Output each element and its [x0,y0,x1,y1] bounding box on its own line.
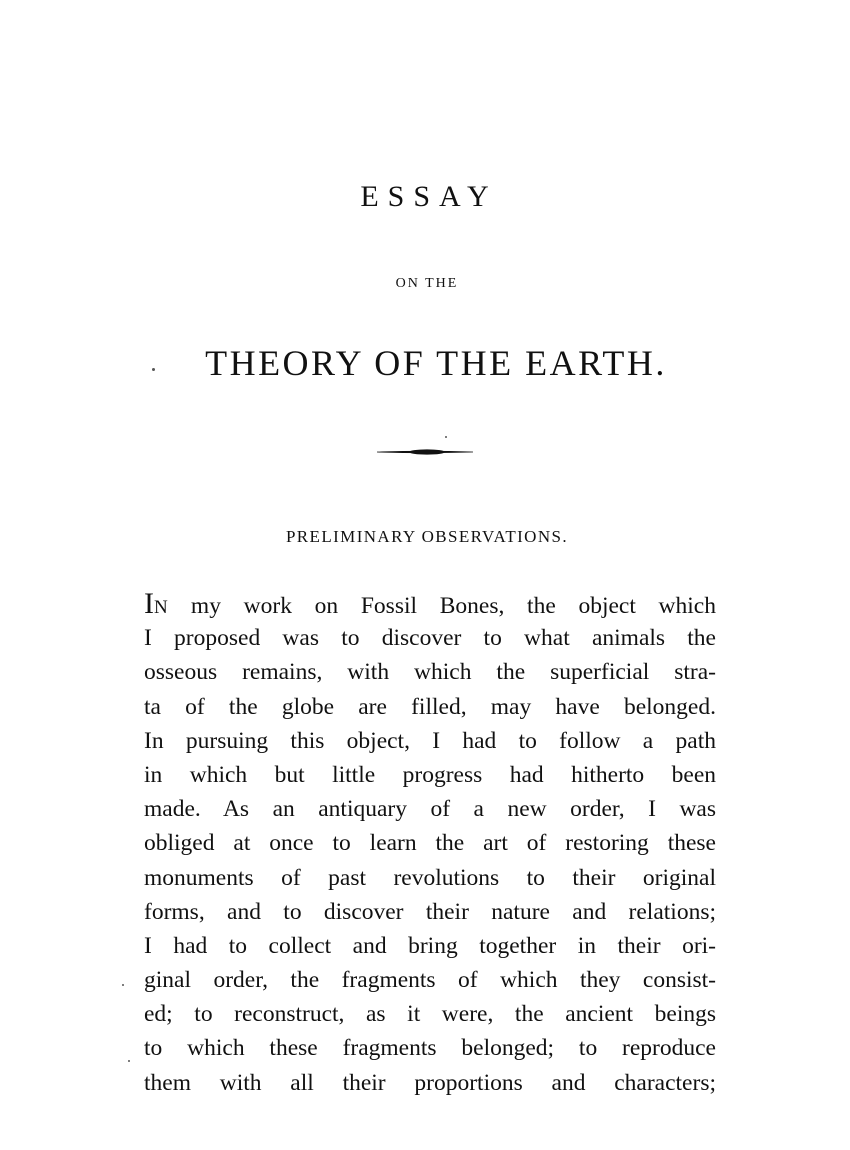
heading-on-the: ON THE [395,276,459,291]
text-line: obliged at once to learn the art of restoring these [144,830,716,857]
print-speck [122,984,124,986]
text-line: osseous remains, with which the superficial stra- [144,659,716,686]
text-line: monuments of past revolutions to their original [144,864,716,891]
text-line: in which but little progress had hitherto been [144,761,716,788]
heading-theory-of-the-earth: THEORY OF THE EARTH. [205,343,667,383]
text-line: to which these fragments belonged; to reproduce [144,1035,716,1062]
section-title-preliminary-observations: PRELIMINARY OBSERVATIONS. [285,527,569,546]
print-speck [128,1060,130,1062]
small-cap: N [154,597,169,618]
text-line: I had to collect and bring together in their ori- [144,932,716,959]
ornament-rule-icon [375,446,475,458]
text-line: them with all their proportions and characters; [144,1069,716,1096]
heading-essay: ESSAY [360,180,498,213]
text-line: ginal order, the fragments of which they consist- [144,967,716,994]
text-line: I proposed was to discover to what animals the [144,625,716,652]
text-line: forms, and to discover their nature and relations; [144,898,716,925]
first-line-text: my work on Fossil Bones, the object which [168,593,716,619]
drop-cap: I [144,587,154,620]
text-line: made. As an antiquary of a new order, I was [144,796,716,823]
text-line: ed; to reconstruct, as it were, the ancient beings [144,1001,716,1028]
text-line: ta of the globe are filled, may have belonged. [144,693,716,720]
print-speck [445,436,447,438]
text-line [144,587,716,621]
text-line: In pursuing this object, I had to follow a path [144,727,716,754]
body-paragraph [144,587,716,1100]
print-speck [152,368,155,371]
